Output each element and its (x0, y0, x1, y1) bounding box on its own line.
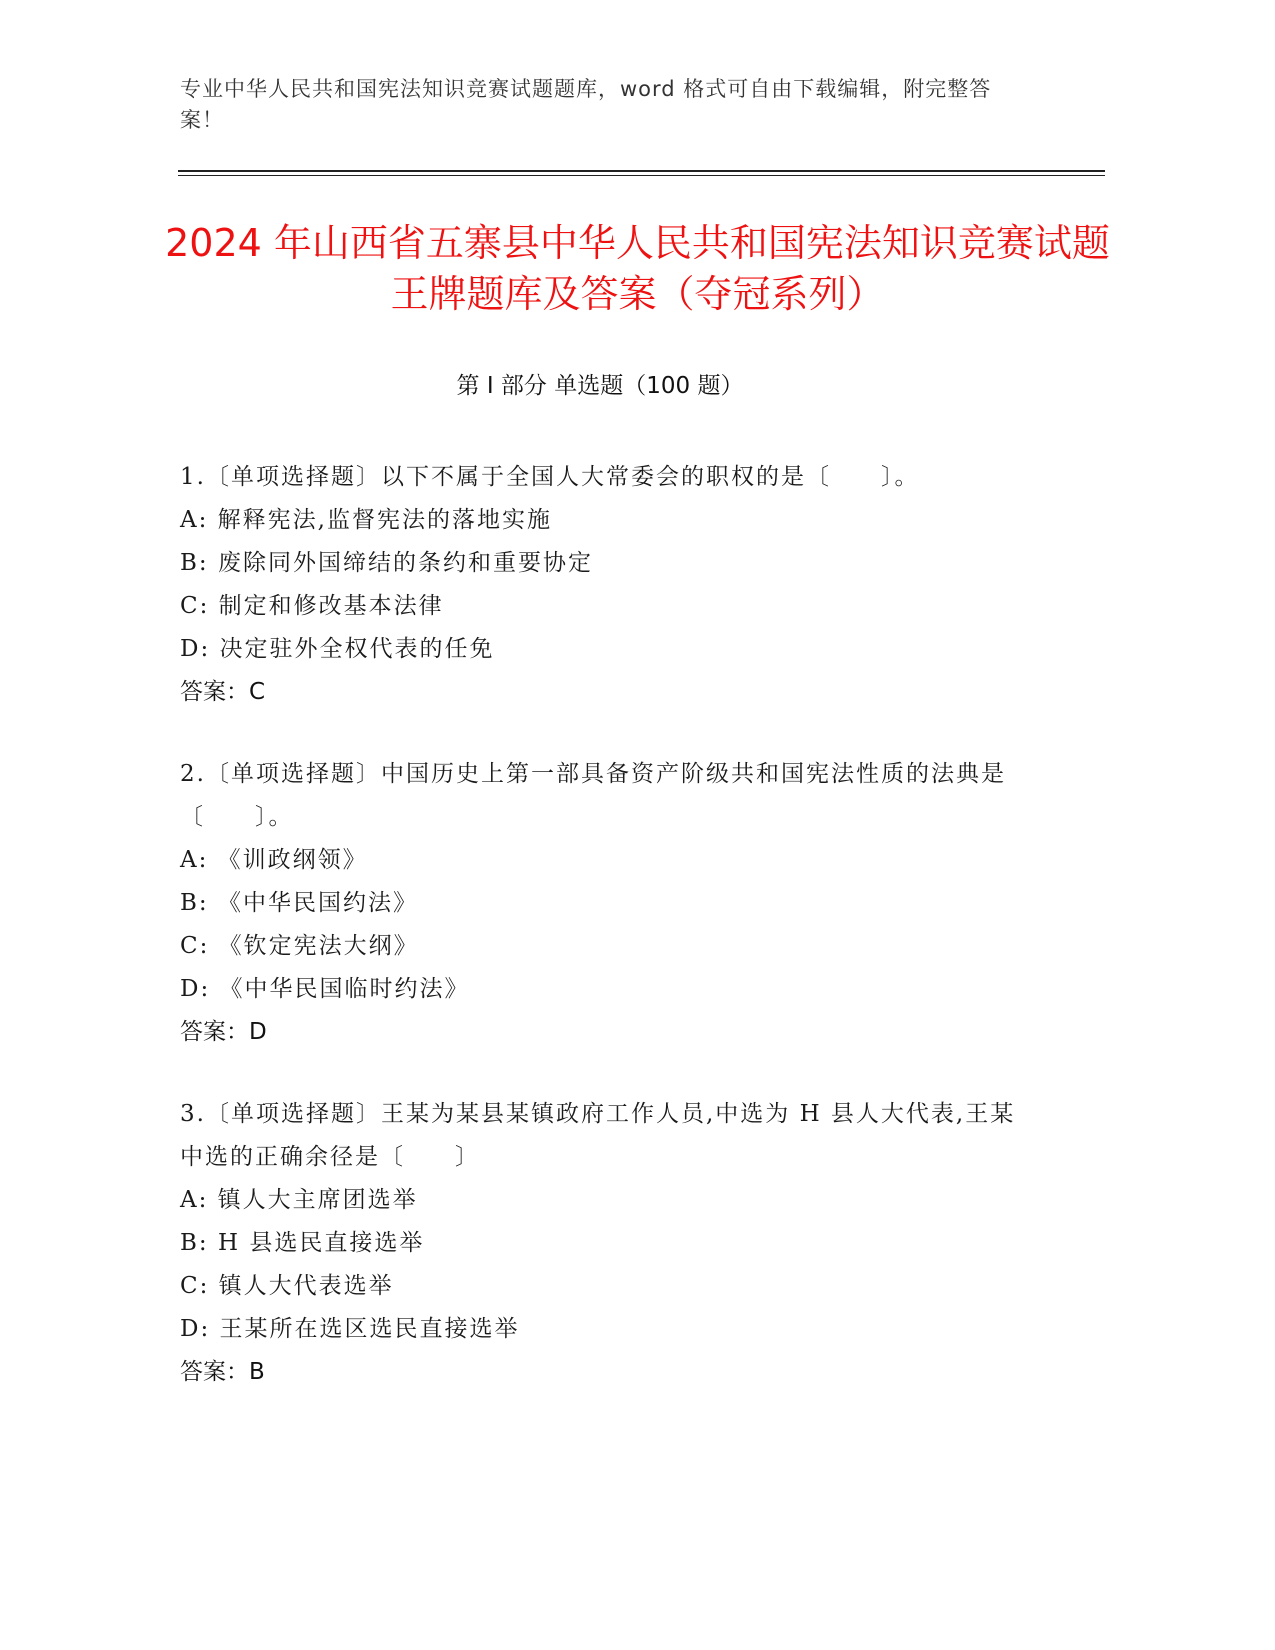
option-b: B: 《中华民国约法》 (180, 890, 418, 916)
question-list (180, 456, 1040, 1433)
question-stem: 2.〔单项选择题〕中国历史上第一部具备资产阶级共和国宪法性质的法典是〔 〕。 (180, 761, 1006, 830)
question-2 (180, 753, 1040, 1054)
option-d: D: 《中华民国临时约法》 (180, 976, 470, 1002)
answer: 答案：C (180, 679, 266, 705)
option-c: C: 《钦定宪法大纲》 (180, 933, 419, 959)
question-1 (180, 456, 1040, 714)
option-c: C: 制定和修改基本法律 (180, 593, 444, 619)
option-a: A: 《训政纲领》 (180, 847, 368, 873)
option-b: B: H 县选民直接选举 (180, 1230, 425, 1256)
question-3 (180, 1093, 1040, 1394)
header-note: 专业中华人民共和国宪法知识竞赛试题题库，word 格式可自由下载编辑，附完整答案！ (180, 77, 992, 132)
option-a: A: 镇人大主席团选举 (180, 1187, 418, 1213)
header-divider-thin (178, 175, 1105, 176)
option-b: B: 废除同外国缔结的条约和重要协定 (180, 550, 593, 576)
option-c: C: 镇人大代表选举 (180, 1273, 394, 1299)
question-stem: 1.〔单项选择题〕以下不属于全国人大常委会的职权的是〔 〕。 (180, 464, 920, 490)
option-d: D: 决定驻外全权代表的任免 (180, 636, 495, 662)
answer: 答案：D (180, 1019, 267, 1045)
option-a: A: 解释宪法,监督宪法的落地实施 (180, 507, 552, 533)
option-d: D: 王某所在选区选民直接选举 (180, 1316, 520, 1342)
header-divider-thick (178, 170, 1105, 172)
answer: 答案：B (180, 1359, 265, 1385)
document-title: 2024 年山西省五寨县中华人民共和国宪法知识竞赛试题王牌题库及答案（夺冠系列） (165, 221, 1110, 316)
question-stem: 3.〔单项选择题〕王某为某县某镇政府工作人员,中选为 H 县人大代表,王某中选的正确余径是〔 〕 (180, 1101, 1016, 1170)
section-heading: 第 I 部分 单选题（100 题） (456, 373, 744, 399)
